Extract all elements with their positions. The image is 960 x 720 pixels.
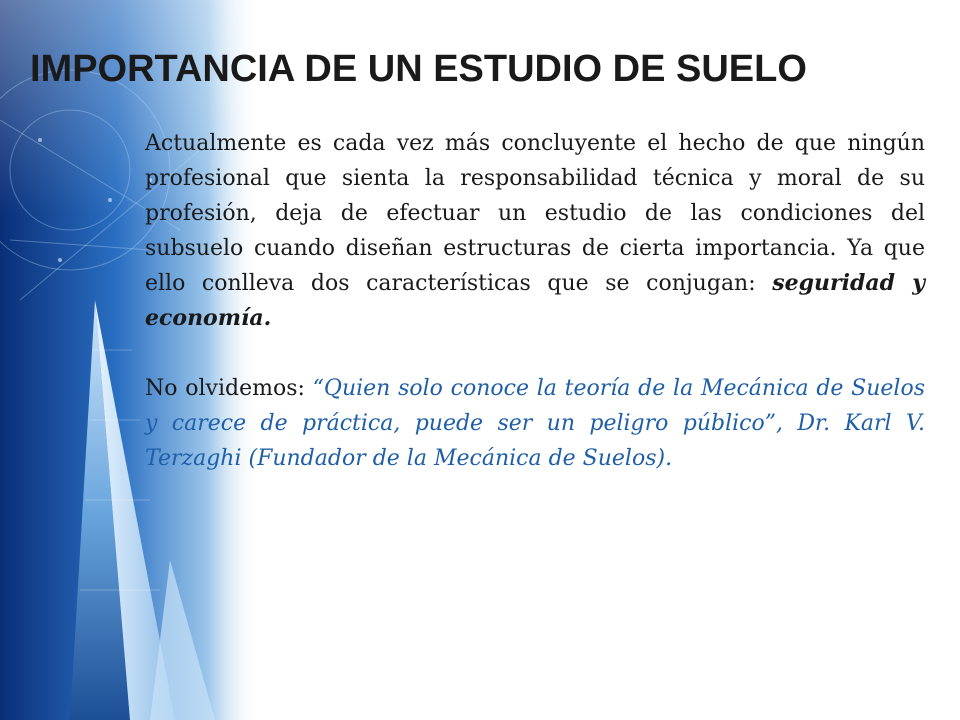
body-paragraph-1 (145, 126, 925, 336)
paragraph-2-lead: No olvidemos: (145, 376, 313, 401)
slide-title: IMPORTANCIA DE UN ESTUDIO DE SUELO (30, 48, 807, 90)
body-paragraph-2 (145, 371, 925, 476)
paragraph-1-emphasis: seguridad y economía. (145, 270, 925, 331)
terzaghi-quote: “Quien solo conoce la teoría de la Mecánica de Suelos y carece de práctica, puede ser un peligro público”, Dr. Karl V. Terzaghi (Fundador de la Mecánica de Suelos). (145, 376, 926, 471)
slide-body (145, 126, 925, 476)
paragraph-1-text: Actualmente es cada vez más concluyente el hecho de que ningún profesional que sienta la responsabilidad técnica y moral de su profesión, deja de efectuar un estudio de las condiciones del subsuelo cuando diseñan estructuras de cierta importancia. Ya que ello conlleva dos características que se conjugan: (145, 131, 925, 296)
